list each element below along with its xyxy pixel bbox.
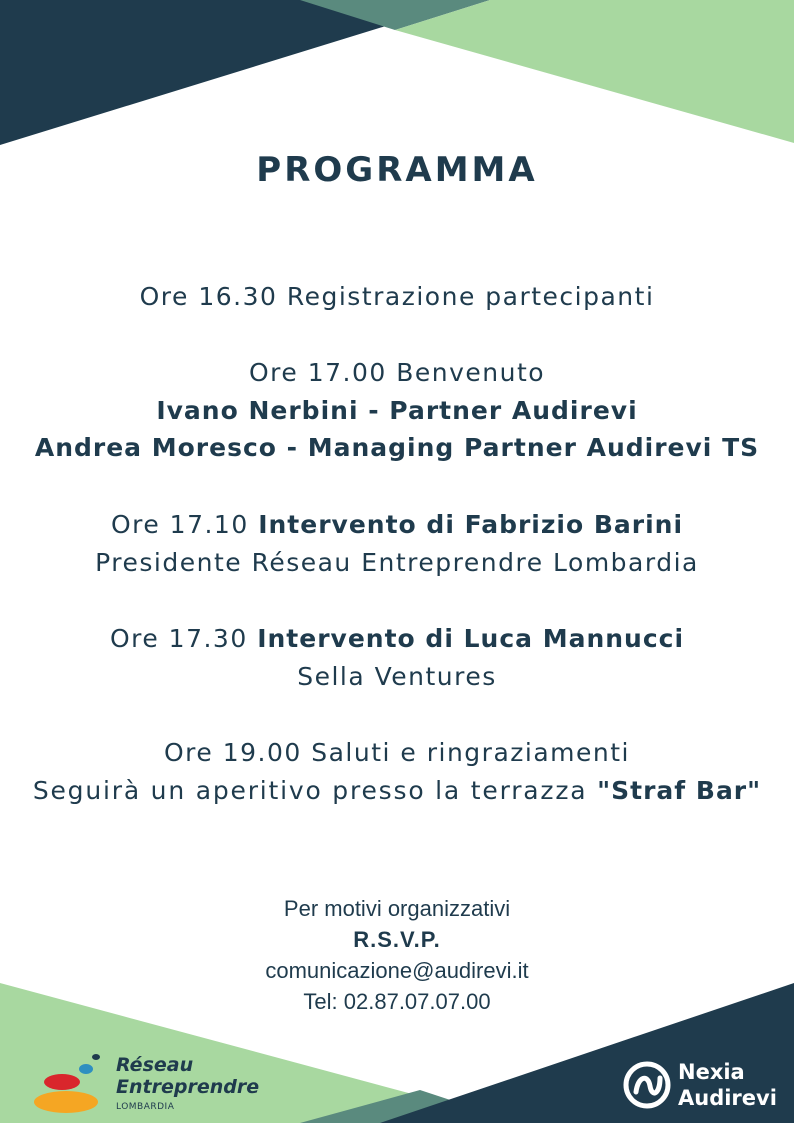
reseau-entreprendre-logo: [32, 1052, 272, 1118]
program-speaker-moresco: Andrea Moresco - Managing Partner Audirevi TS: [34, 433, 760, 462]
program-item-mannucci-company: Sella Ventures: [297, 662, 497, 691]
reseau-logo-line1: Réseau: [116, 1054, 194, 1076]
program-item-closing: Ore 19.00 Saluti e ringraziamenti: [163, 738, 630, 767]
program-speaker-nerbini: Ivano Nerbini - Partner Audirevi: [156, 396, 638, 425]
reseau-logo-line2: Entreprendre: [116, 1076, 260, 1098]
page-title: PROGRAMMA: [256, 150, 538, 190]
nexia-logo-mark: [622, 1060, 672, 1110]
nexia-logo-line1: Nexia: [678, 1060, 745, 1084]
program-item-aperitivo-text: Seguirà un aperitivo presso la terrazza: [32, 776, 598, 805]
program-item-aperitivo: [0, 776, 794, 805]
program-item-barini-role: Presidente Réseau Entreprendre Lombardia: [95, 548, 699, 577]
program-item-barini-title: Intervento di Fabrizio Barini: [258, 510, 684, 539]
top-right-green-shape: [395, 0, 794, 143]
program-item-mannucci: [0, 624, 794, 653]
program-item-welcome: Ore 17.00 Benvenuto: [248, 358, 546, 387]
program-item-barini-time: Ore 17.10: [110, 510, 259, 539]
program-item-mannucci-title: Intervento di Luca Mannucci: [257, 624, 685, 653]
contact-phone[interactable]: Tel: 02.87.07.07.00: [303, 989, 491, 1014]
nexia-logo-line2: Audirevi: [678, 1086, 777, 1110]
nexia-audirevi-logo: [622, 1058, 782, 1114]
program-item-mannucci-time: Ore 17.30: [109, 624, 258, 653]
program-item-barini: [0, 510, 794, 539]
reseau-logo-line3: LOMBARDIA: [116, 1102, 175, 1112]
program-item-registration: Ore 16.30 Registrazione partecipanti: [139, 282, 655, 311]
program-item-aperitivo-venue: "Straf Bar": [597, 776, 762, 805]
contact-email[interactable]: comunicazione@audirevi.it: [265, 958, 529, 983]
contact-note: Per motivi organizzativi: [283, 896, 511, 921]
reseau-logo-mark: [32, 1052, 116, 1118]
contact-rsvp: R.S.V.P.: [353, 927, 441, 952]
